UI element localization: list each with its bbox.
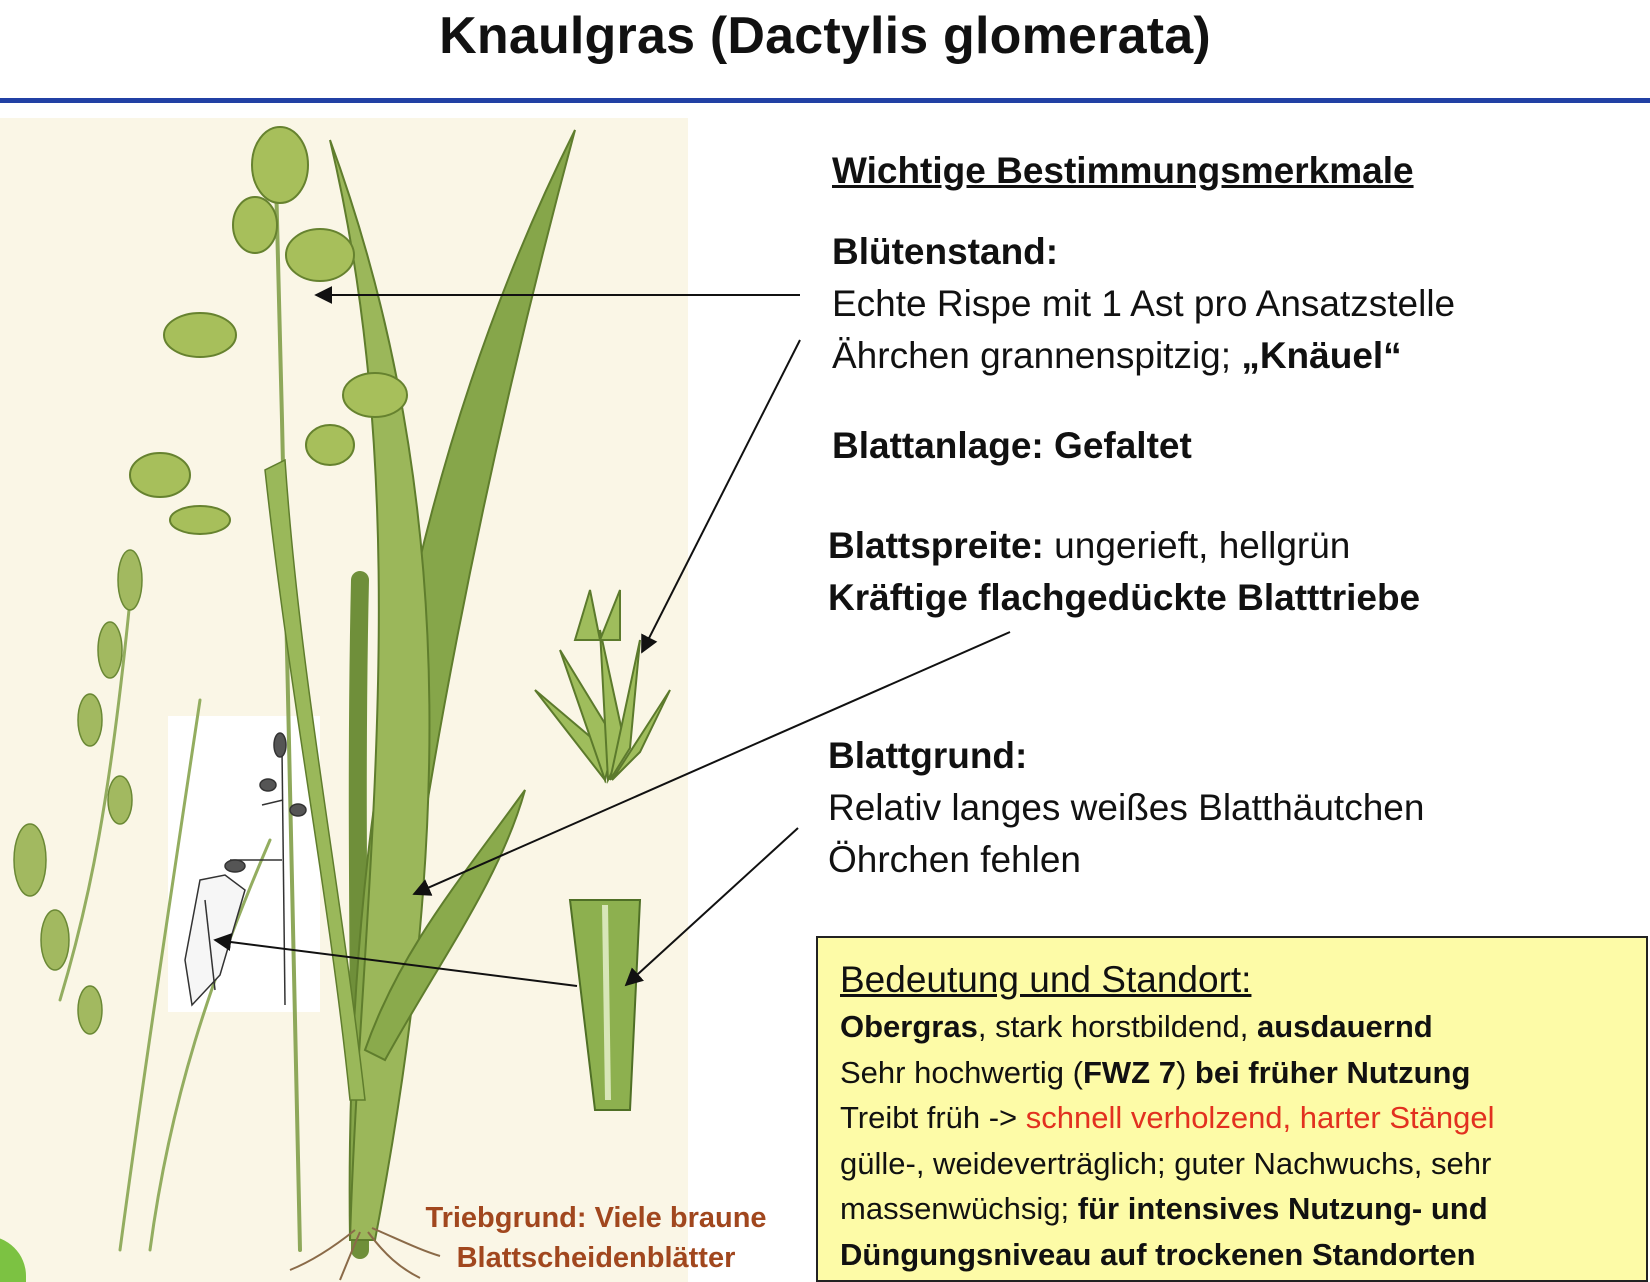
significance-line4: gülle-, weideverträglich; guter Nachwuchs, sehr — [840, 1145, 1492, 1181]
significance-line5: massenwüchsig; für intensives Nutzung- und — [840, 1191, 1488, 1226]
vernation-section — [832, 420, 1192, 472]
spikelet-detail — [535, 590, 670, 780]
plant-leaves — [265, 130, 575, 1240]
illustration-caption — [396, 1198, 796, 1278]
features-heading: Wichtige Bestimmungsmerkmale — [832, 150, 1414, 191]
leaf-base-line2: Öhrchen fehlen — [828, 839, 1082, 880]
inflorescence-line1: Echte Rispe mit 1 Ast pro Ansatzstelle — [832, 283, 1456, 324]
leaf-base-label: Blattgrund: — [828, 735, 1028, 776]
side-spikes — [14, 550, 142, 1034]
inflorescence-label: Blütenstand: — [832, 231, 1059, 272]
significance-line6: Düngungsniveau auf trockenen Standorten — [840, 1236, 1476, 1272]
leaf-base-detail — [570, 900, 640, 1110]
significance-line3: Treibt früh -> schnell verholzend, harter Stängel — [840, 1100, 1495, 1135]
leaf-base-section — [828, 730, 1424, 886]
caption-line1: Triebgrund: Viele braune — [425, 1202, 767, 1234]
blade-line1: Blattspreite: ungerieft, hellgrün — [828, 525, 1351, 566]
blade-line2: Kräftige flachgedückte Blatttriebe — [828, 577, 1421, 618]
leaf-base-line1: Relativ langes weißes Blatthäutchen — [828, 787, 1425, 828]
significance-heading: Bedeutung und Standort: — [840, 959, 1252, 1000]
inflorescence-line2: Ährchen grannenspitzig; „Knäuel“ — [832, 335, 1402, 376]
vernation-label: Blattanlage: Gefaltet — [832, 425, 1192, 466]
significance-box — [816, 936, 1648, 1282]
significance-line1: Obergras, stark horstbildend, ausdauernd — [840, 1009, 1433, 1044]
inflorescence-section — [832, 226, 1455, 382]
significance-line2: Sehr hochwertig (FWZ 7) bei früher Nutzung — [840, 1054, 1471, 1090]
caption-line2: Blattscheidenblätter — [456, 1242, 736, 1274]
page-title: Knaulgras (Dactylis glomerata) — [439, 7, 1211, 65]
blade-section — [828, 520, 1420, 624]
